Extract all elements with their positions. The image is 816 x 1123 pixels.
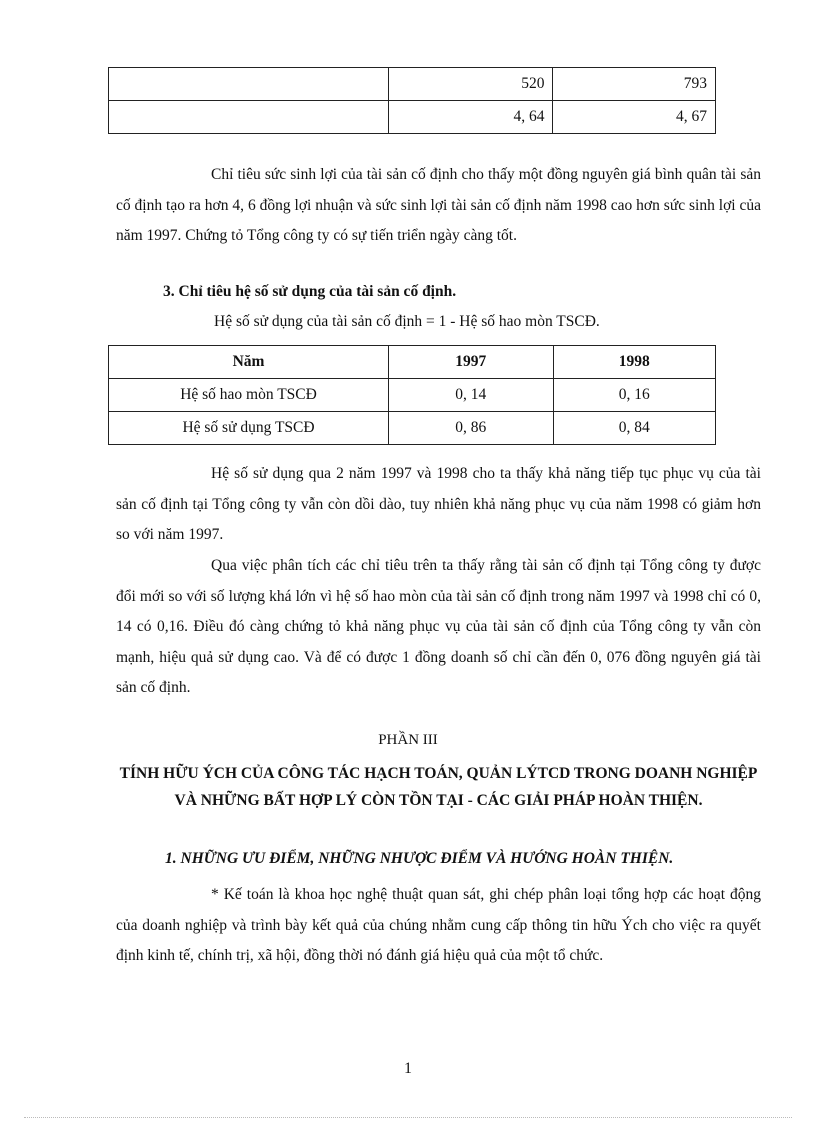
table-row — [109, 68, 716, 101]
formula-line: Hệ số sử dụng của tài sản cố định = 1 - Hệ số hao mòn TSCĐ. — [214, 313, 600, 330]
table-cell: 4, 64 — [388, 101, 553, 134]
paragraph-text: Qua việc phân tích các chỉ tiêu trên ta thấy rằng tài sản cố định tại Tổng công ty được đổi mới so với số lượng khá lớn vì hệ số hao mòn của tài sản cố định trong năm 1997 và 1998 chỉ có 0, 14 có 0,16. Điều đó càng chứng tỏ khả năng phục vụ của tài sản cố định của Tổng công ty vẫn còn mạnh, hiệu quả sử dụng cao. Và để có được 1 đồng doanh số chỉ cần đến 0, 076 đồng nguyên giá tài sản cố định. — [116, 557, 761, 696]
column-header: 1998 — [553, 346, 716, 379]
part-title: TÍNH HỮU ÝCH CỦA CÔNG TÁC HẠCH TOÁN, QUẢN LÝTCD TRONG DOANH NGHIỆP VÀ NHỮNG BẤT HỢP LÝ CÒN TỒN TẠI - CÁC GIẢI PHÁP HOÀN THIỆN. — [119, 765, 758, 809]
table-cell: 4, 67 — [553, 101, 716, 134]
paragraph-profitability — [116, 160, 761, 252]
part-label: PHẦN III — [378, 732, 438, 748]
table-cell: 0, 86 — [389, 412, 553, 445]
paragraph-usage-analysis — [116, 459, 761, 551]
paragraph-accounting-definition — [116, 880, 761, 972]
paragraph-text: * Kế toán là khoa học nghệ thuật quan sát, ghi chép phân loại tổng hợp các hoạt động của doanh nghiệp và trình bày kết quả của chúng nhằm cung cấp thông tin hữu Ých cho việc ra quyết định kinh tế, chính trị, xã hội, đồng thời nó đánh giá hiệu quả của một tổ chức. — [116, 886, 761, 964]
section-heading-3: 3. Chỉ tiêu hệ số sử dụng của tài sản cố định. — [163, 283, 457, 300]
section-heading-1: 1. NHỮNG ƯU ĐIỂM, NHỮNG NHƯỢC ĐIỂM VÀ HƯỚNG HOÀN THIỆN. — [165, 850, 674, 867]
usage-coefficient-table — [108, 345, 716, 445]
table-cell: Hệ số sử dụng TSCĐ — [109, 412, 389, 445]
paragraph-conclusion — [116, 551, 761, 704]
paragraph-text: Hệ số sử dụng qua 2 năm 1997 và 1998 cho ta thấy khả năng tiếp tục phục vụ của tài sản cố định tại Tổng công ty vẫn còn dồi dào, tuy nhiên khả năng phục vụ của năm 1998 có giảm hơn so với năm 1997. — [116, 465, 761, 543]
table-cell — [109, 68, 389, 101]
table-row — [109, 101, 716, 134]
table-row — [109, 412, 716, 445]
table-cell: 0, 14 — [389, 379, 553, 412]
column-header: 1997 — [389, 346, 553, 379]
table-row — [109, 379, 716, 412]
table-cell: 793 — [553, 68, 716, 101]
table-cell: 0, 16 — [553, 379, 716, 412]
table-cell: 520 — [388, 68, 553, 101]
footer-divider — [24, 1117, 792, 1118]
table-cell: 0, 84 — [553, 412, 716, 445]
page-number: 1 — [404, 1060, 412, 1077]
revenue-ratio-table — [108, 67, 716, 134]
table-cell: Hệ số hao mòn TSCĐ — [109, 379, 389, 412]
column-header: Năm — [109, 346, 389, 379]
table-cell — [109, 101, 389, 134]
table-header-row — [109, 346, 716, 379]
paragraph-text: Chỉ tiêu sức sinh lợi của tài sản cố định cho thấy một đồng nguyên giá bình quân tài sản cố định tạo ra hơn 4, 6 đồng lợi nhuận và sức sinh lợi tài sản cố định năm 1998 cao hơn sức sinh lợi của năm 1997. Chứng tỏ Tổng công ty có sự tiến triển ngày càng tốt. — [116, 166, 761, 244]
